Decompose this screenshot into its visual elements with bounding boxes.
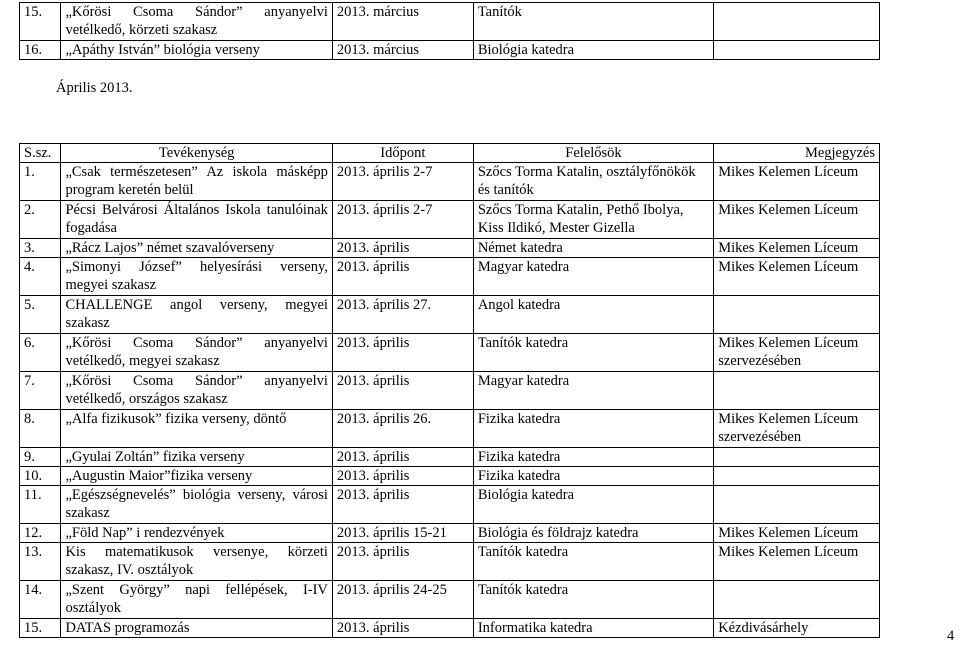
- activity-cell: „Kőrösi Csoma Sándor” anyanyelvi vetélkedő, országos szakasz: [61, 372, 332, 410]
- date-cell: 2013. március: [332, 41, 473, 60]
- row-number: 4.: [20, 258, 61, 296]
- note-cell: Mikes Kelemen Líceum: [714, 543, 880, 581]
- date-cell: 2013. március: [332, 3, 473, 41]
- responsible-cell: Biológia katedra: [473, 486, 713, 524]
- row-number: 9.: [20, 448, 61, 467]
- date-cell: 2013. április: [332, 258, 473, 296]
- row-number: 5.: [20, 296, 61, 334]
- date-cell: 2013. április: [332, 448, 473, 467]
- note-cell: Mikes Kelemen Líceum: [714, 524, 880, 543]
- note-cell: [714, 581, 880, 619]
- note-cell: Mikes Kelemen Líceum: [714, 163, 880, 201]
- table-row: [20, 448, 880, 467]
- activity-cell: Pécsi Belvárosi Általános Iskola tanulóinak fogadása: [61, 201, 332, 239]
- row-number: 11.: [20, 486, 61, 524]
- header-date: Időpont: [332, 144, 473, 163]
- responsible-cell: Fizika katedra: [473, 448, 713, 467]
- activity-cell: „Apáthy István” biológia verseny: [61, 41, 332, 60]
- table-row: [20, 334, 880, 372]
- date-cell: 2013. április 2-7: [332, 163, 473, 201]
- note-cell: [714, 296, 880, 334]
- activity-cell: „Alfa fizikusok” fizika verseny, döntő: [61, 410, 332, 448]
- activity-cell: „Kőrösi Csoma Sándor” anyanyelvi vetélkedő, megyei szakasz: [61, 334, 332, 372]
- note-cell: [714, 467, 880, 486]
- activity-cell: „Szent György” napi fellépések, I-IV osztályok: [61, 581, 332, 619]
- activity-cell: „Föld Nap” i rendezvények: [61, 524, 332, 543]
- row-number: 13.: [20, 543, 61, 581]
- activity-cell: „Augustin Maior”fizika verseny: [61, 467, 332, 486]
- table-row: [20, 581, 880, 619]
- responsible-cell: Biológia és földrajz katedra: [473, 524, 713, 543]
- date-cell: 2013. április: [332, 372, 473, 410]
- table-row: [20, 524, 880, 543]
- table-row: [20, 3, 880, 41]
- table-row: [20, 239, 880, 258]
- date-cell: 2013. április: [332, 486, 473, 524]
- responsible-cell: Tanítók: [473, 3, 713, 41]
- row-number: 12.: [20, 524, 61, 543]
- table-row: [20, 41, 880, 60]
- note-cell: [714, 486, 880, 524]
- activity-cell: DATAS programozás: [61, 619, 332, 638]
- responsible-cell: Szőcs Torma Katalin, osztályfőnökök és tanítók: [473, 163, 713, 201]
- header-note: Megjegyzés: [714, 144, 880, 163]
- activity-cell: „Gyulai Zoltán” fizika verseny: [61, 448, 332, 467]
- date-cell: 2013. április: [332, 334, 473, 372]
- responsible-cell: Angol katedra: [473, 296, 713, 334]
- date-cell: 2013. április 15-21: [332, 524, 473, 543]
- table-row: [20, 619, 880, 638]
- row-number: 2.: [20, 201, 61, 239]
- table-row: [20, 410, 880, 448]
- date-cell: 2013. április 26.: [332, 410, 473, 448]
- note-cell: Mikes Kelemen Líceum szervezésében: [714, 410, 880, 448]
- responsible-cell: Biológia katedra: [473, 41, 713, 60]
- table-row: [20, 163, 880, 201]
- note-cell: [714, 372, 880, 410]
- row-number: 16.: [20, 41, 61, 60]
- responsible-cell: Német katedra: [473, 239, 713, 258]
- responsible-cell: Fizika katedra: [473, 467, 713, 486]
- row-number: 8.: [20, 410, 61, 448]
- row-number: 15.: [20, 3, 61, 41]
- date-cell: 2013. április: [332, 543, 473, 581]
- table-row: [20, 258, 880, 296]
- date-cell: 2013. április 2-7: [332, 201, 473, 239]
- date-cell: 2013. április: [332, 239, 473, 258]
- date-cell: 2013. április: [332, 467, 473, 486]
- table-row: [20, 372, 880, 410]
- header-responsible: Felelősök: [473, 144, 713, 163]
- responsible-cell: Tanítók katedra: [473, 543, 713, 581]
- header-row: [20, 144, 880, 163]
- table-row: [20, 296, 880, 334]
- table-row: [20, 467, 880, 486]
- table-row: [20, 486, 880, 524]
- note-cell: [714, 3, 880, 41]
- note-cell: Mikes Kelemen Líceum szervezésében: [714, 334, 880, 372]
- row-number: 10.: [20, 467, 61, 486]
- activity-cell: „Simonyi József” helyesírási verseny, megyei szakasz: [61, 258, 332, 296]
- row-number: 1.: [20, 163, 61, 201]
- header-activity: Tevékenység: [61, 144, 332, 163]
- responsible-cell: Fizika katedra: [473, 410, 713, 448]
- april-activities-table: [19, 143, 880, 638]
- row-number: 3.: [20, 239, 61, 258]
- section-title: Április 2013.: [56, 80, 133, 96]
- header-num: S.sz.: [20, 144, 61, 163]
- activity-cell: „Egészségnevelés” biológia verseny, városi szakasz: [61, 486, 332, 524]
- page-number: 4: [947, 628, 955, 644]
- table-row: [20, 201, 880, 239]
- date-cell: 2013. április 27.: [332, 296, 473, 334]
- top-table: [19, 2, 880, 60]
- activity-cell: CHALLENGE angol verseny, megyei szakasz: [61, 296, 332, 334]
- responsible-cell: Szőcs Torma Katalin, Pethő Ibolya, Kiss Ildikó, Mester Gizella: [473, 201, 713, 239]
- note-cell: [714, 448, 880, 467]
- note-cell: Kézdivásárhely: [714, 619, 880, 638]
- row-number: 7.: [20, 372, 61, 410]
- date-cell: 2013. április: [332, 619, 473, 638]
- table-row: [20, 543, 880, 581]
- note-cell: Mikes Kelemen Líceum: [714, 258, 880, 296]
- activity-cell: „Kőrösi Csoma Sándor” anyanyelvi vetélkedő, körzeti szakasz: [61, 3, 332, 41]
- row-number: 6.: [20, 334, 61, 372]
- activity-cell: Kis matematikusok versenye, körzeti szakasz, IV. osztályok: [61, 543, 332, 581]
- activity-cell: „Rácz Lajos” német szavalóverseny: [61, 239, 332, 258]
- activity-cell: „Csak természetesen” Az iskola másképp program keretén belül: [61, 163, 332, 201]
- date-cell: 2013. április 24-25: [332, 581, 473, 619]
- responsible-cell: Informatika katedra: [473, 619, 713, 638]
- row-number: 15.: [20, 619, 61, 638]
- responsible-cell: Magyar katedra: [473, 372, 713, 410]
- note-cell: Mikes Kelemen Líceum: [714, 239, 880, 258]
- responsible-cell: Magyar katedra: [473, 258, 713, 296]
- note-cell: Mikes Kelemen Líceum: [714, 201, 880, 239]
- responsible-cell: Tanítók katedra: [473, 581, 713, 619]
- note-cell: [714, 41, 880, 60]
- responsible-cell: Tanítók katedra: [473, 334, 713, 372]
- row-number: 14.: [20, 581, 61, 619]
